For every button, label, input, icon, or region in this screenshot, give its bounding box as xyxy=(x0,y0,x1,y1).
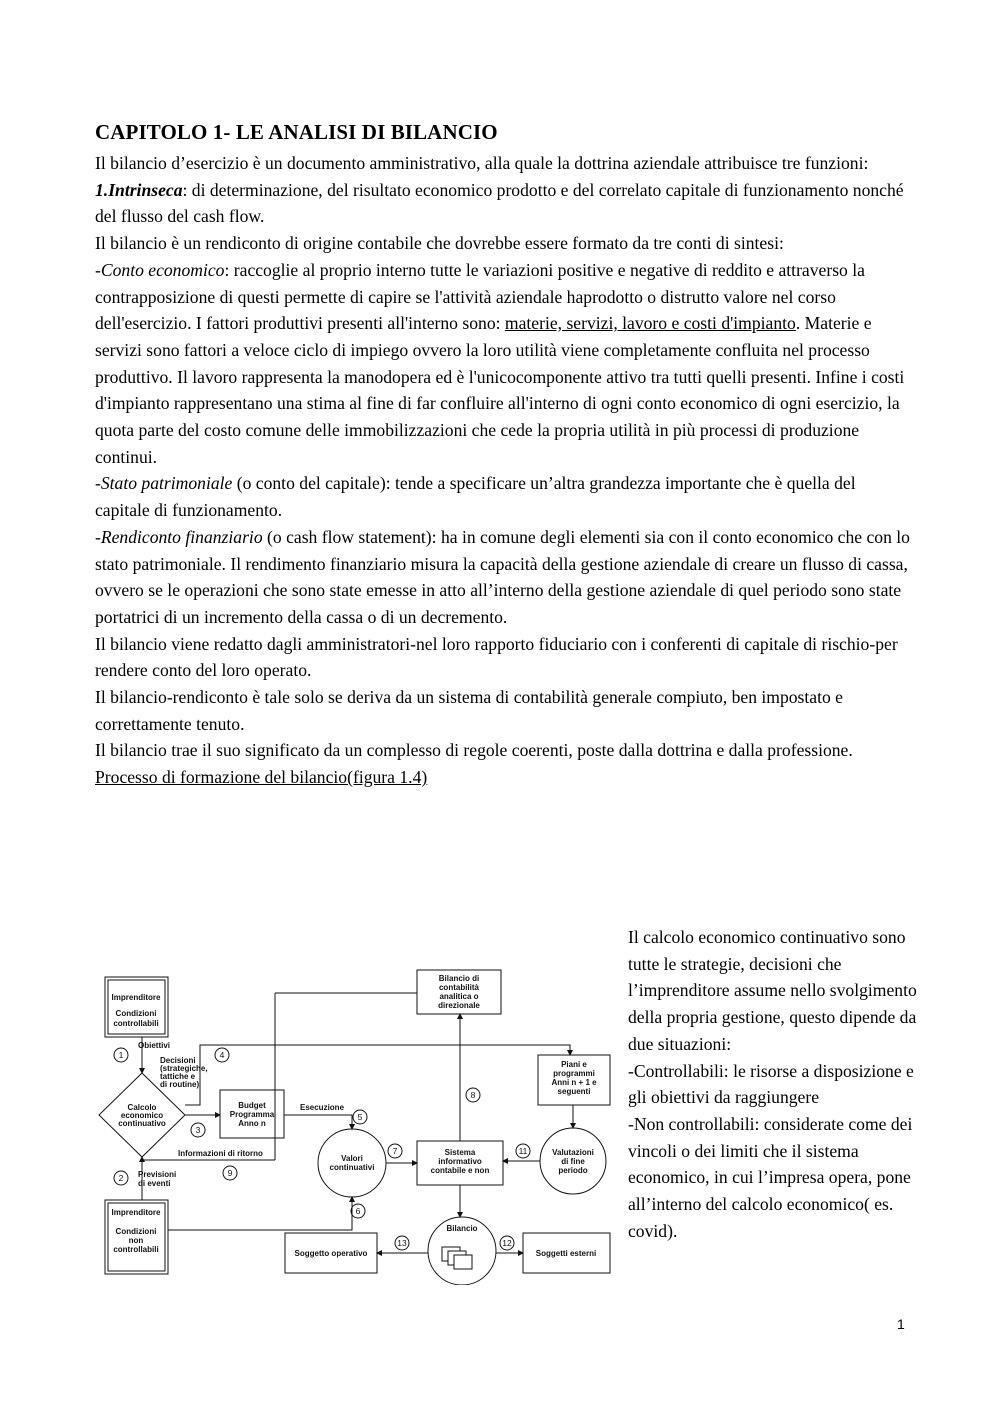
fattori-produttivi-underlined: materie, servizi, lavoro e costi d'impianto xyxy=(504,313,796,334)
svg-text:di eventi: di eventi xyxy=(138,1179,171,1188)
conto-economico-label: -Conto economico xyxy=(95,259,225,280)
rendiconto-intro-paragraph: Il bilancio è un rendiconto di origine contabile che dovrebbe essere formato da tre conti di sintesi: xyxy=(95,233,784,254)
svg-text:continuativo: continuativo xyxy=(118,1119,166,1128)
svg-text:continuativi: continuativi xyxy=(329,1163,375,1172)
figure-caption: Processo di formazione del bilancio(figura 1.4) xyxy=(95,767,428,788)
stato-patrimoniale-paragraph: -Stato patrimoniale (o conto del capitale): tende a specificare un’altra grandezza importante che è quella del capitale di funzionamento. xyxy=(95,473,856,521)
svg-text:6: 6 xyxy=(355,1206,361,1216)
svg-text:di fine: di fine xyxy=(561,1157,585,1166)
body-text xyxy=(95,150,910,791)
conto-economico-paragraph: -Conto economico: raccoglie al proprio interno tutte le variazioni positive e negative di reddito e attraverso la contrapposizione di questi permette di capire se l'attività aziendale haprodotto o distrutto valore nel corso dell'esercizio. I fattori produttivi presenti all'interno sono: materie, servizi, lavoro e costi d'impianto. Materie e servizi sono fattori a veloce ciclo di impiego ovvero la loro utilità viene completamente confluita nel processo produttivo. Il lavoro rappresenta la manodopera ed è l'unicocomponente attivo tra tutti quelli presenti. Infine i costi d'impianto rappresentano una stima al fine di far confluire all'interno di ogni conto economico di ogni esercizio, la quota parte del costo comune delle immobilizzazioni che cede la propria utilità in più processi di produzione continui. xyxy=(95,259,905,467)
svg-text:7: 7 xyxy=(392,1146,398,1156)
svg-text:Valutazioni: Valutazioni xyxy=(552,1148,594,1157)
svg-text:Previsioni: Previsioni xyxy=(138,1170,177,1179)
soggetto-operativo-label: Soggetto operativo xyxy=(294,1249,368,1258)
stato-patrimoniale-label: -Stato patrimoniale xyxy=(95,473,233,494)
side-paragraph-2: -Controllabili: le risorse a disposizione e gli obiettivi da raggiungere xyxy=(628,1060,914,1108)
svg-text:Calcolo: Calcolo xyxy=(127,1103,157,1112)
svg-text:11: 11 xyxy=(518,1146,528,1156)
svg-text:controllabili: controllabili xyxy=(113,1245,159,1254)
svg-text:direzionale: direzionale xyxy=(438,1001,480,1010)
svg-text:informativo: informativo xyxy=(438,1157,482,1166)
svg-text:Condizioni: Condizioni xyxy=(115,1227,157,1236)
svg-text:periodo: periodo xyxy=(558,1166,588,1175)
rendiconto-contabilita-paragraph: Il bilancio-rendiconto è tale solo se deriva da un sistema di contabilità generale compiuto, ben impostato e correttamente tenuto. xyxy=(95,687,843,734)
svg-text:tattiche e: tattiche e xyxy=(160,1072,196,1081)
imprenditore-top-box xyxy=(105,977,168,1037)
esecuzione-label: Esecuzione xyxy=(300,1103,345,1112)
svg-text:analitica o: analitica o xyxy=(439,992,479,1001)
bilancio-label: Bilancio xyxy=(446,1224,478,1233)
obiettivi-label: Obiettivi xyxy=(138,1041,171,1050)
intro-paragraph: Il bilancio d’esercizio è un documento amministrativo, alla quale la dottrina aziendale attribuisce tre funzioni: xyxy=(95,153,869,173)
svg-text:di routine): di routine) xyxy=(160,1080,200,1089)
svg-text:non: non xyxy=(128,1236,144,1245)
svg-text:Piani e: Piani e xyxy=(561,1060,587,1069)
svg-text:Decisioni: Decisioni xyxy=(160,1056,196,1065)
rendiconto-finanziario-label: -Rendiconto finanziario xyxy=(95,526,263,547)
page-number: 1 xyxy=(897,1316,905,1332)
rendiconto-finanziario-paragraph: -Rendiconto finanziario (o cash flow statement): ha in comune degli elementi sia con il conto economico che con lo stato patrimoniale. Il rendimento finanziario misura la capacità della gestione aziendale di creare un flusso di cassa, ovvero se le operazioni che sono state emesse in atto all’interno della gestione aziendale di quel periodo sono state portatrici di un incremento della cassa o di un decremento. xyxy=(95,526,910,627)
svg-text:4: 4 xyxy=(219,1050,225,1060)
intrinseca-label: 1.Intrinseca xyxy=(95,179,183,200)
svg-text:economico: economico xyxy=(120,1111,164,1120)
svg-text:programmi: programmi xyxy=(553,1069,595,1078)
svg-text:(strategiche,: (strategiche, xyxy=(160,1064,208,1073)
side-paragraph-3: -Non controllabili: considerate come dei vincoli o dei limiti che il sistema economico, in cui l’impresa opera, pone all’interno del calcolo economico( es. covid). xyxy=(628,1113,913,1241)
svg-text:13: 13 xyxy=(397,1238,407,1248)
svg-text:contabilità: contabilità xyxy=(438,983,480,992)
bilancio-process-diagram xyxy=(90,955,615,1285)
informazioni-label: Informazioni di ritorno xyxy=(178,1149,263,1158)
amministratori-paragraph: Il bilancio viene redatto dagli amministratori-nel loro rapporto fiduciario con i conferenti di capitale di rischio-per rendere conto del loro operato. xyxy=(95,633,898,681)
svg-text:seguenti: seguenti xyxy=(557,1087,591,1096)
soggetti-esterni-label: Soggetti esterni xyxy=(535,1249,597,1258)
side-paragraph-1: Il calcolo economico continuativo sono tutte le strategie, decisioni che l’imprenditore assume nello svolgimento della propria gestione, questo dipende da due situazioni: xyxy=(628,927,917,1054)
svg-text:8: 8 xyxy=(470,1090,476,1100)
svg-text:Condizioni: Condizioni xyxy=(115,1009,157,1018)
svg-text:contabile e non: contabile e non xyxy=(430,1166,490,1175)
imprenditore-bottom-label: Imprenditore xyxy=(111,1208,161,1217)
svg-text:2: 2 xyxy=(118,1173,124,1183)
svg-text:Sistema: Sistema xyxy=(444,1148,476,1157)
svg-text:Anno n: Anno n xyxy=(238,1119,266,1128)
svg-text:controllabili: controllabili xyxy=(113,1019,159,1028)
svg-text:9: 9 xyxy=(227,1168,233,1178)
svg-text:5: 5 xyxy=(357,1112,363,1122)
svg-text:12: 12 xyxy=(502,1238,512,1248)
imprenditore-top-label: Imprenditore xyxy=(111,993,161,1002)
significato-paragraph: Il bilancio trae il suo significato da un complesso di regole coerenti, poste dalla dottrina e dalla professione. xyxy=(95,740,853,761)
svg-text:Valori: Valori xyxy=(341,1154,363,1163)
svg-text:3: 3 xyxy=(195,1125,201,1135)
svg-text:Bilancio di: Bilancio di xyxy=(438,974,480,983)
svg-text:Anni n + 1 e: Anni n + 1 e xyxy=(551,1078,597,1087)
side-text xyxy=(628,924,918,1244)
svg-text:Programma: Programma xyxy=(229,1110,275,1119)
svg-text:1: 1 xyxy=(118,1050,124,1060)
intrinseca-paragraph: 1.Intrinseca: di determinazione, del risultato economico prodotto e del correlato capitale di funzionamento nonché del flusso del cash flow. xyxy=(95,179,904,227)
svg-text:Budget: Budget xyxy=(238,1101,266,1110)
chapter-heading: CAPITOLO 1- LE ANALISI DI BILANCIO xyxy=(95,120,498,144)
